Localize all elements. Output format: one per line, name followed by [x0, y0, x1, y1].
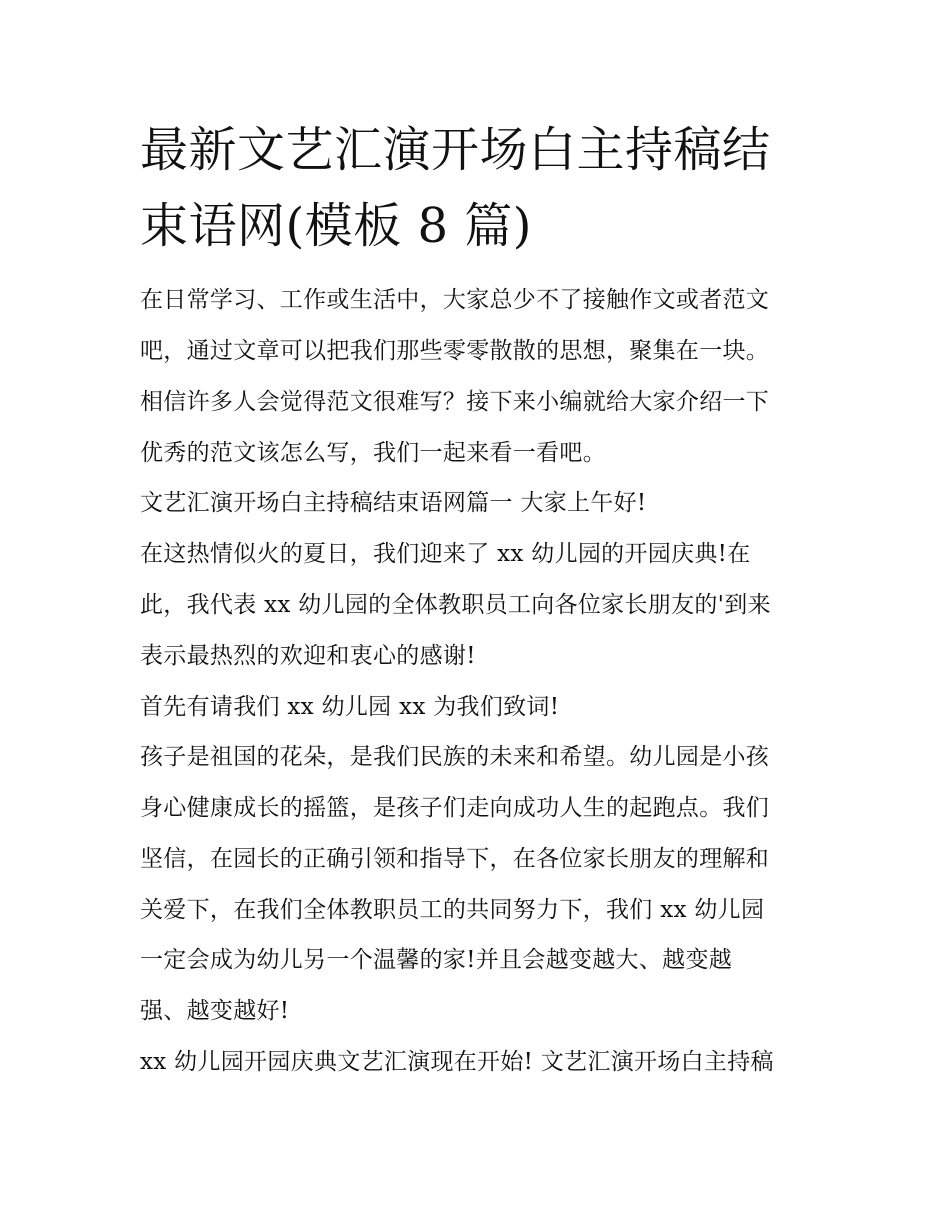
body-line: 首先有请我们 xx 幼儿园 xx 为我们致词!: [140, 694, 560, 720]
body-line: 优秀的范文该怎么写，我们一起来看一看吧。: [140, 440, 606, 466]
body-line: 相信许多人会觉得范文很难写？接下来小编就给大家介绍一下: [140, 389, 770, 415]
body-line: 在日常学习、工作或生活中，大家总少不了接触作文或者范文: [140, 287, 770, 313]
body-line: 文艺汇演开场白主持稿结束语网篇一 大家上午好!: [140, 490, 647, 516]
body-line: 吧，通过文章可以把我们那些零零散散的思想，聚集在一块。: [140, 338, 770, 364]
body-line: 在这热情似火的夏日，我们迎来了 xx 幼儿园的开园庆典!在: [140, 541, 751, 567]
body-line: 关爱下，在我们全体教职员工的共同努力下，我们 xx 幼儿园: [140, 897, 765, 923]
title-line: 最新文艺汇演开场白主持稿结: [140, 122, 771, 178]
body-line: 孩子是祖国的花朵，是我们民族的未来和希望。幼儿园是小孩: [140, 744, 770, 770]
body-line: 一定会成为幼儿另一个温馨的家!并且会越变越大、越变越: [140, 947, 733, 973]
body-line: 身心健康成长的摇篮，是孩子们走向成功人生的起跑点。我们: [140, 795, 770, 821]
body-line: 坚信，在园长的正确引领和指导下，在各位家长朋友的理解和: [140, 846, 770, 872]
body-line: 强、越变越好!: [140, 998, 290, 1024]
body-line: xx 幼儿园开园庆典文艺汇演现在开始! 文艺汇演开场白主持稿: [140, 1049, 774, 1075]
document-title: [140, 112, 820, 264]
body-line: 表示最热烈的欢迎和衷心的感谢!: [140, 643, 476, 669]
title-line: 束语网(模板 8 篇): [140, 198, 533, 254]
body-line: 此，我代表 xx 幼儿园的全体教职员工向各位家长朋友的'到来: [140, 592, 771, 618]
